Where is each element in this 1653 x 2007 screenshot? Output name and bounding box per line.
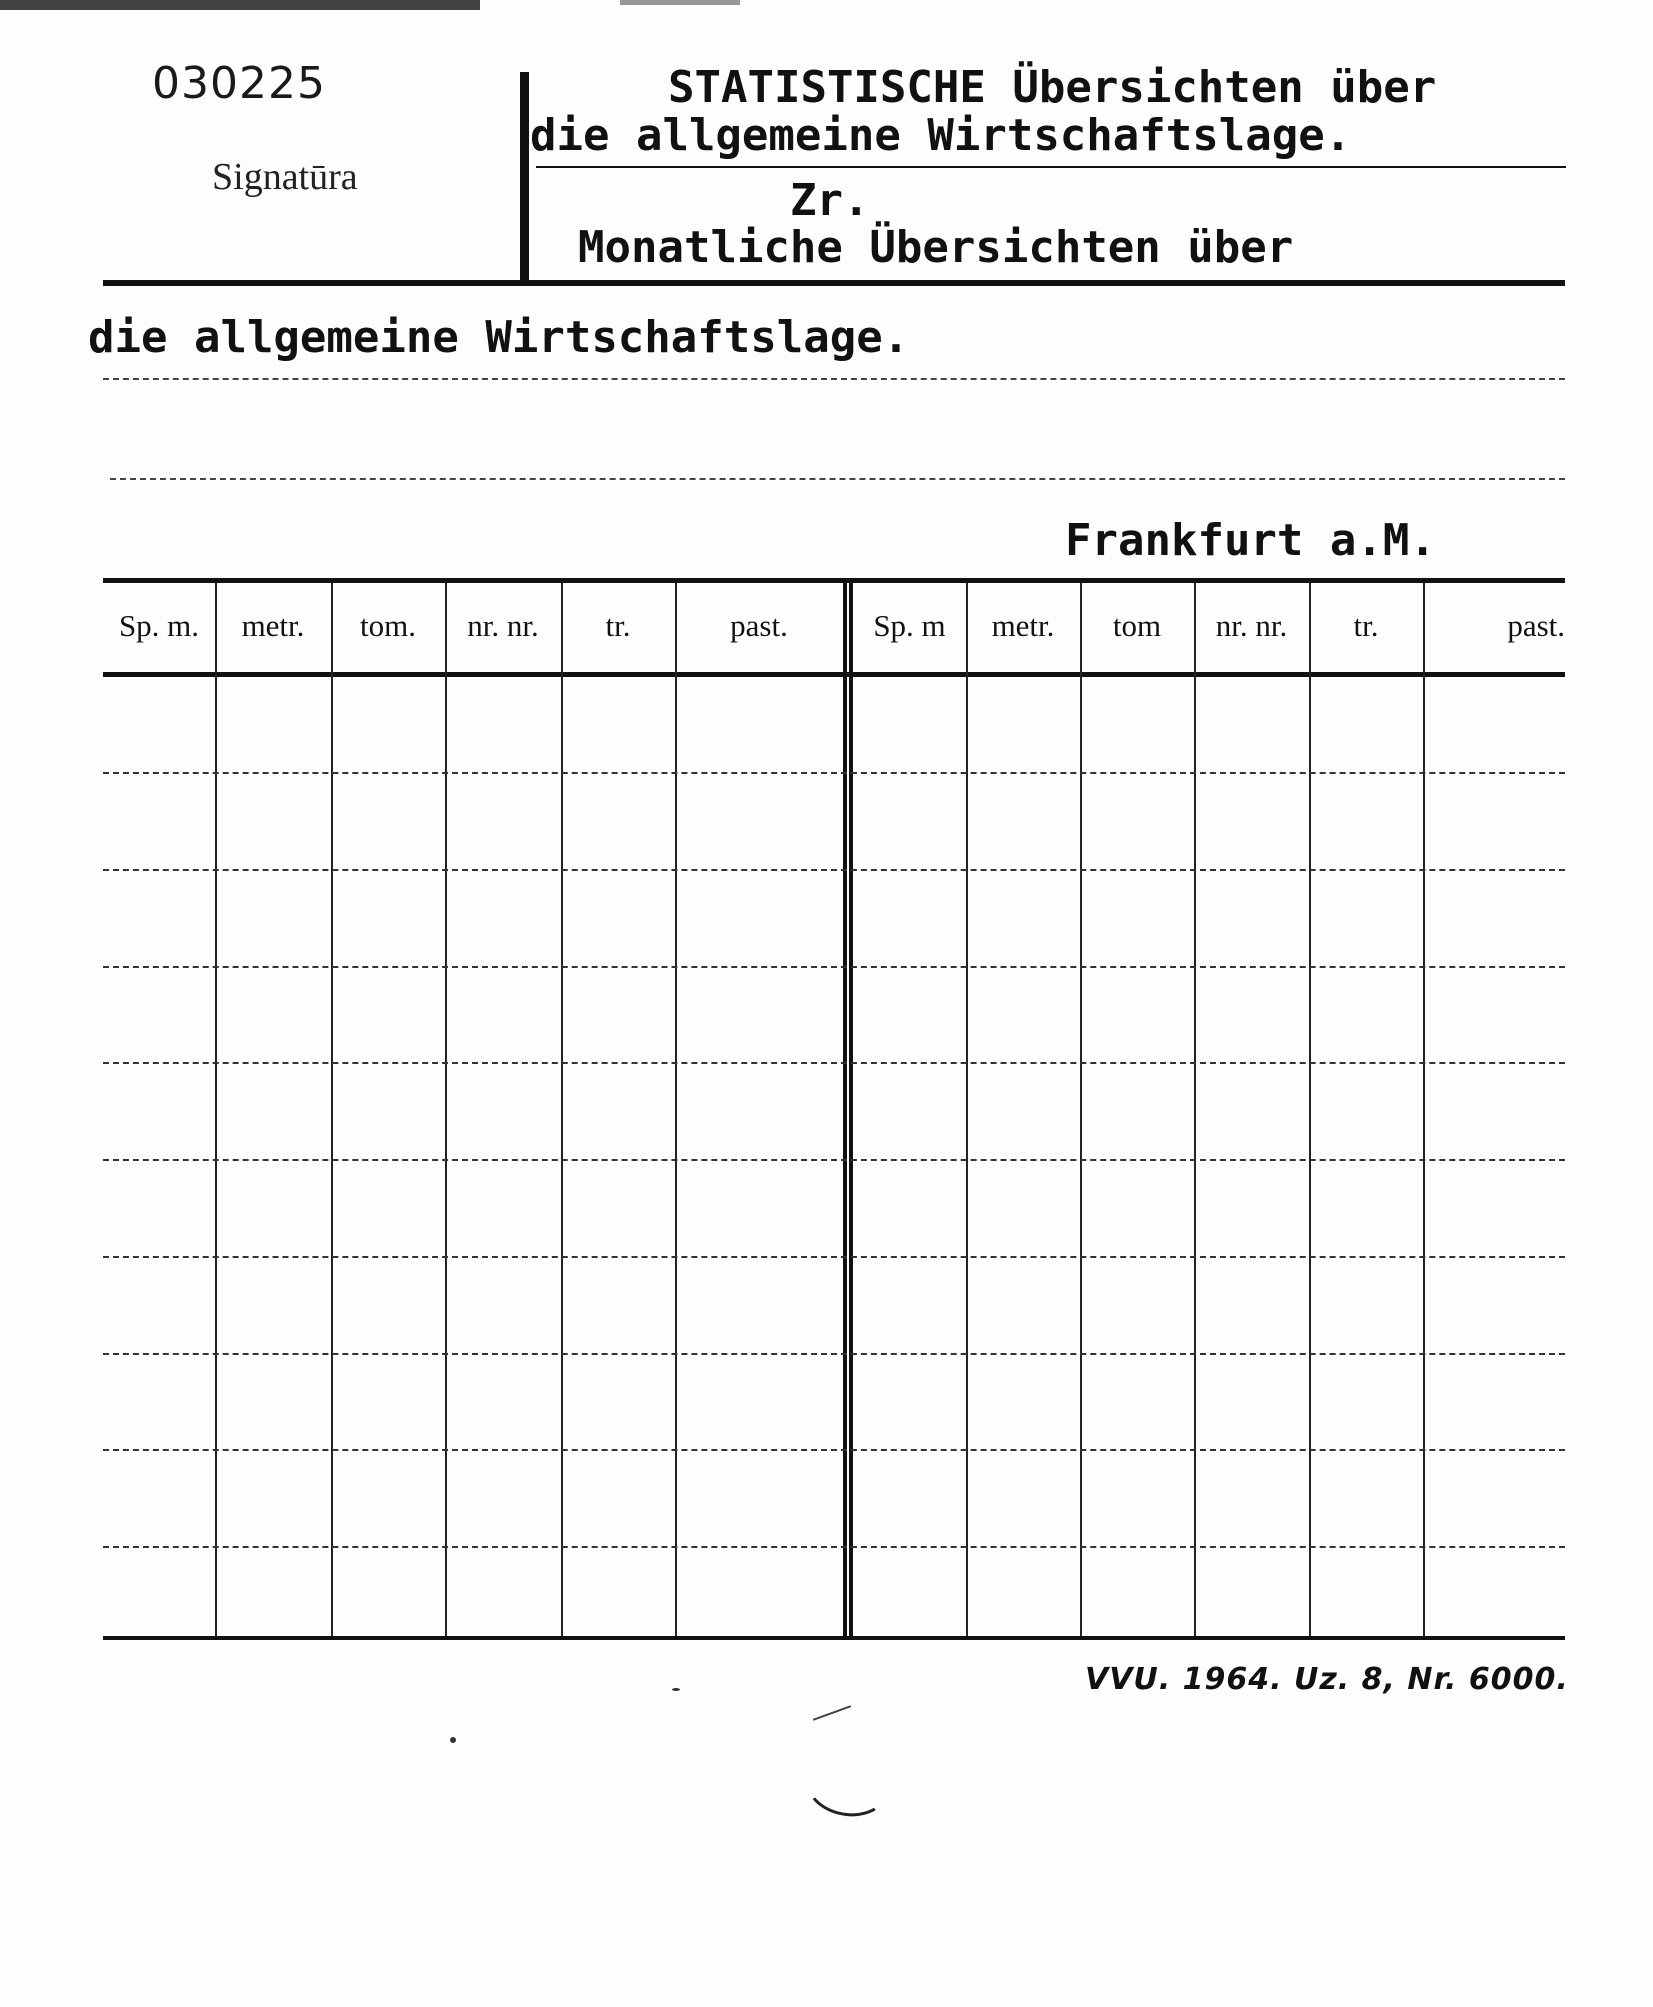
- print-run-note: VVU. 1964. Uz. 8, Nr. 6000.: [1085, 1662, 1569, 1697]
- signature-number: 030225: [152, 58, 326, 109]
- title-line-2: die allgemeine Wirtschaftslage.: [530, 110, 1352, 161]
- header-metr-left: metr.: [241, 608, 305, 643]
- column-divider: [1423, 583, 1425, 1636]
- column-divider: [331, 583, 333, 1636]
- title-line-zr: Zr.: [790, 175, 870, 226]
- header-past-right: past.: [1507, 608, 1565, 643]
- table-row-rule: [103, 1159, 1565, 1161]
- table-center-double-rule: [843, 583, 853, 1636]
- table-row-rule: [103, 1062, 1565, 1064]
- header-sp-m-right: Sp. m: [873, 608, 946, 643]
- header-tom-right: tom: [1112, 608, 1162, 643]
- header-sp-m-left: Sp. m.: [118, 608, 200, 643]
- table-row-rule: [103, 772, 1565, 774]
- header-nr-nr-right: nr. nr.: [1215, 608, 1288, 643]
- column-divider: [445, 583, 447, 1636]
- table-bottom-rule: [103, 1636, 1565, 1640]
- column-divider: [561, 583, 563, 1636]
- column-divider: [1080, 583, 1082, 1636]
- column-divider: [675, 583, 677, 1636]
- header-tr-right: tr.: [1353, 608, 1379, 643]
- table-header-rule: [103, 672, 1565, 677]
- header-tr-left: tr.: [605, 608, 631, 643]
- scan-smudge-faint: [620, 0, 740, 5]
- title-underline: [536, 166, 1566, 168]
- signature-label: Signatūra: [212, 156, 358, 198]
- scan-smudge: [0, 0, 480, 10]
- column-divider: [966, 583, 968, 1636]
- stray-dot: [450, 1737, 456, 1743]
- column-divider: [215, 583, 217, 1636]
- table-row-rule: [103, 1256, 1565, 1258]
- table-row-rule: [103, 966, 1565, 968]
- place-of-publication: Frankfurt a.M.: [1065, 515, 1436, 566]
- stray-dot: [672, 1688, 680, 1691]
- holdings-table: [103, 578, 1565, 1640]
- table-row-rule: [103, 1546, 1565, 1548]
- table-row-rule: [103, 1353, 1565, 1355]
- title-line-1: STATISTISCHE Übersichten über: [668, 62, 1437, 113]
- header-nr-nr-left: nr. nr.: [467, 608, 539, 643]
- column-divider: [1309, 583, 1311, 1636]
- header-past-left: past.: [730, 608, 788, 643]
- table-top-rule: [103, 578, 1565, 583]
- blank-line-rule: [110, 478, 1565, 480]
- title-line-4: die allgemeine Wirtschaftslage.: [88, 312, 910, 363]
- column-divider: [1194, 583, 1196, 1636]
- header-tom-left: tom.: [360, 608, 416, 643]
- title-line-rule: [103, 378, 1565, 380]
- header-bottom-rule: [103, 280, 1565, 286]
- punch-hole-arc: [800, 1743, 896, 1823]
- header-metr-right: metr.: [991, 608, 1055, 643]
- table-row-rule: [103, 869, 1565, 871]
- header-divider: [520, 72, 529, 284]
- table-row-rule: [103, 1449, 1565, 1451]
- title-line-3: Monatliche Übersichten über: [578, 222, 1294, 273]
- stray-mark: [813, 1705, 851, 1721]
